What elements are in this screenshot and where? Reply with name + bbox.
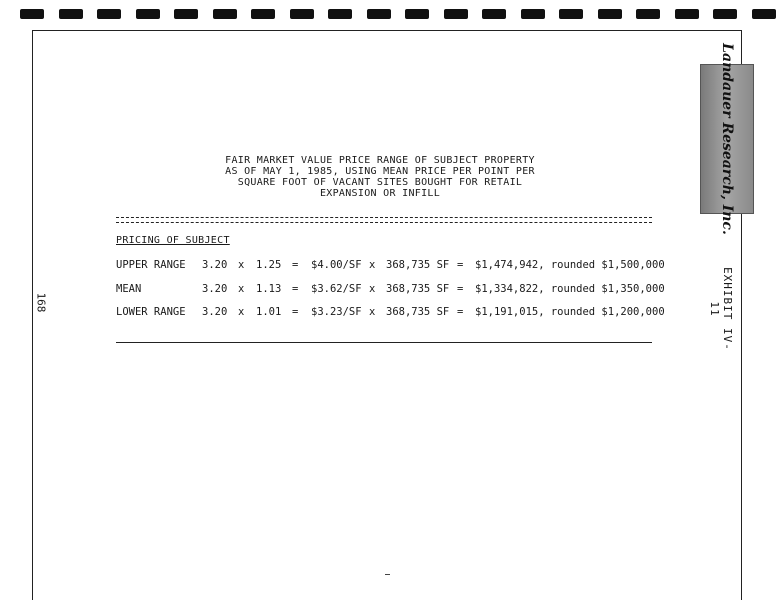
footer-mark [385,574,390,575]
exhibit-label: EXHIBIT IV-11 [708,267,734,351]
document-title [200,155,560,199]
binding-hole [290,9,314,19]
binding-hole [59,9,83,19]
binding-hole [598,9,622,19]
multiplier-value: 1.01 [256,306,282,318]
binding-hole [675,9,699,19]
total-value: $1,334,822, rounded $1,350,000 [475,283,665,295]
binding-hole [20,9,44,19]
times-operator: x [238,259,245,271]
bottom-rule [116,342,652,343]
total-value: $1,191,015, rounded $1,200,000 [475,306,665,318]
binding-hole [482,9,506,19]
company-stamp [700,43,754,235]
stamp-text: Landauer Research, Inc. [719,43,735,235]
equals-operator: = [292,306,299,318]
binding-hole [752,9,776,19]
price-per-sf: $3.62/SF [311,283,362,295]
points-value: 3.20 [202,306,228,318]
square-feet: 368,735 SF [386,259,450,271]
equals-operator: = [457,283,464,295]
times-operator: x [369,283,376,295]
multiplier-value: 1.25 [256,259,282,271]
equals-operator: = [292,259,299,271]
price-per-sf: $4.00/SF [311,259,362,271]
times-operator: x [238,306,245,318]
row-label: LOWER RANGE [116,306,186,318]
row-label: MEAN [116,283,142,295]
binding-hole [251,9,275,19]
equals-operator: = [457,306,464,318]
section-heading: PRICING OF SUBJECT [116,235,230,246]
equals-operator: = [457,259,464,271]
binding-hole [405,9,429,19]
square-feet: 368,735 SF [386,306,450,318]
binding-hole [521,9,545,19]
times-operator: x [369,259,376,271]
title-line: EXPANSION OR INFILL [319,188,441,199]
equals-operator: = [292,283,299,295]
binding-hole [136,9,160,19]
price-per-sf: $3.23/SF [311,306,362,318]
title-line: SQUARE FOOT OF VACANT SITES BOUGHT FOR RETAIL [237,177,523,188]
binding-strip [0,0,777,24]
binding-hole [444,9,468,19]
total-value: $1,474,942, rounded $1,500,000 [475,259,665,271]
binding-hole [174,9,198,19]
title-line: FAIR MARKET VALUE PRICE RANGE OF SUBJECT PROPERTY [225,155,535,166]
multiplier-value: 1.13 [256,283,282,295]
title-line: AS OF MAY 1, 1985, USING MEAN PRICE PER POINT PER [225,166,535,177]
page-number: 168 [34,292,48,313]
times-operator: x [238,283,245,295]
binding-hole [713,9,737,19]
times-operator: x [369,306,376,318]
row-label: UPPER RANGE [116,259,186,271]
binding-hole [559,9,583,19]
square-feet: 368,735 SF [386,283,450,295]
double-rule-separator [116,217,652,223]
binding-hole [328,9,352,19]
points-value: 3.20 [202,283,228,295]
points-value: 3.20 [202,259,228,271]
binding-hole [97,9,121,19]
binding-hole [213,9,237,19]
binding-hole [636,9,660,19]
binding-hole [367,9,391,19]
